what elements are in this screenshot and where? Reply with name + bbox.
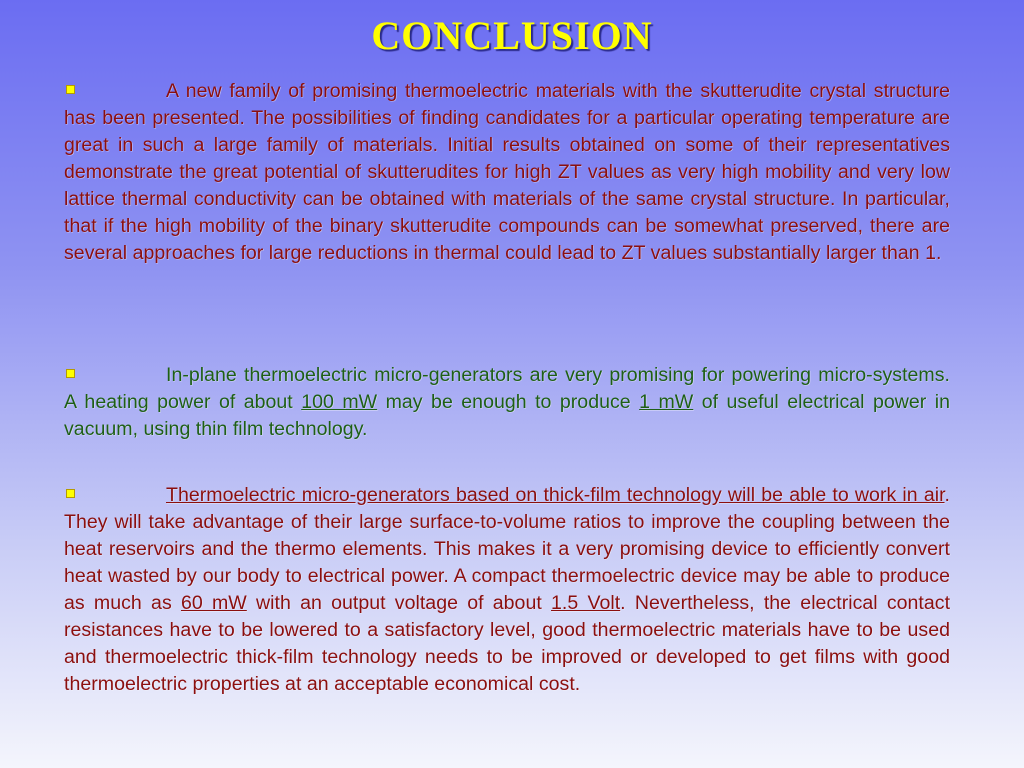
bullet-in-plane-micro-generators [64,362,950,443]
voltage-value: 1.5 Volt [551,592,621,614]
square-bullet-icon [66,489,75,498]
bullet-text: A new family of promising thermoelectric materials with the skutterudite crystal structure has been presented. The possibilities of finding candidates for a particular operating temperature are great in such a large family of materials. Initial results obtained on some of their representatives demonstrate the great potential of skutterudites for high ZT values as very high mobility and very low lattice thermal conductivity can be obtained with materials of the same crystal structure. In particular, that if the high mobility of the binary skutterudite compounds can be somewhat preserved, there are several approaches for large reductions in thermal could lead to ZT values substantially larger than 1. [64,80,950,264]
bullet-text-part: . Nevertheless, the electrical contact resistances have to be lowered to a satisfactory level, good thermoelectric materials have to be used and thermoelectric thick-film technology needs to be improved or developed to get films with good thermoelectric properties at an acceptable economical cost. [64,592,951,695]
output-power-value: 1 mW [639,391,694,413]
bullet-text-part: of useful electrical power in vacuum, using thin film technology. [64,391,951,440]
square-bullet-icon [66,369,75,378]
bullet-text-part: may be enough to produce [377,391,640,413]
bullet-skutterudite [64,78,950,267]
slide-title: CONCLUSION [371,13,653,58]
bullet-lead-text: Thermoelectric micro-generators based on thick-film technology will be able to work in air [166,484,945,506]
bullet-text-part: . They will take advantage of their large surface-to-volume ratios to improve the coupling between the heat reservoirs and the thermo elements. This makes it a very promising device to efficiently convert heat wasted by our body to electrical power. A compact thermoelectric device may be able to produce as much as [64,484,950,614]
heating-power-value: 100 mW [301,391,378,413]
bullet-text-part: with an output voltage of about [246,592,552,614]
power-value: 60 mW [180,592,247,614]
square-bullet-icon [66,85,75,94]
bullet-text-part: In-plane thermoelectric micro-generators are very promising for powering micro-systems. A heating power of about [64,364,950,413]
bullet-thick-film-micro-generators [64,482,950,698]
